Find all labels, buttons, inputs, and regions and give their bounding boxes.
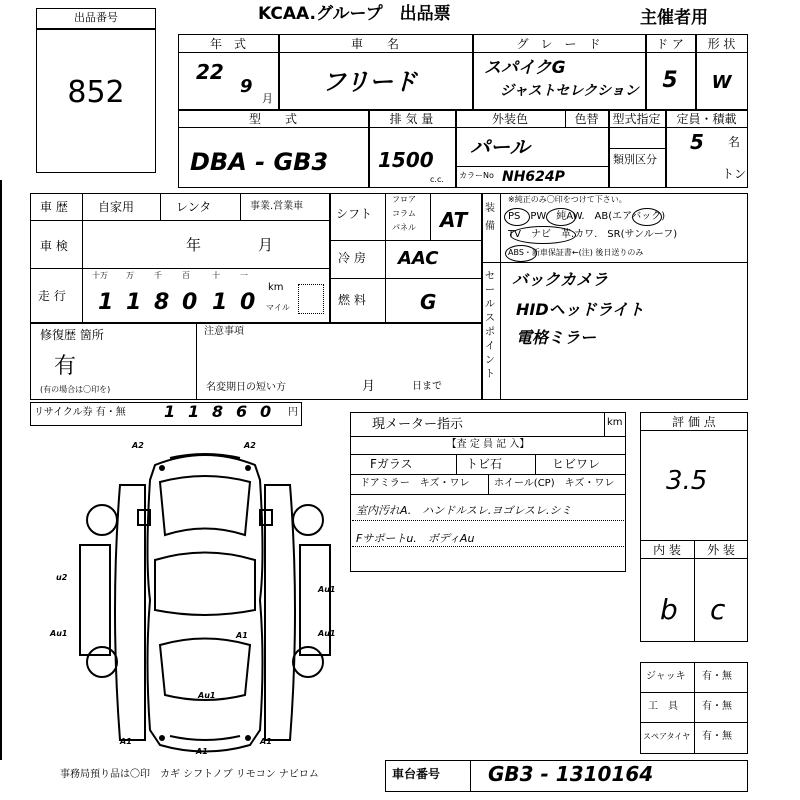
damage-mark: A1 [196, 747, 208, 756]
cc-unit: c.c. [430, 175, 444, 184]
mileage-digit: 0 [182, 290, 198, 315]
digit-label: 十 [212, 271, 220, 280]
repair-history-label: 修復歴 箇所 [40, 328, 104, 342]
keys-note: 事務局預り品は〇印 カギ シフトノブ リモコン ナビロム [60, 769, 319, 780]
name-label: 車 名 [350, 37, 399, 51]
km-unit: km [268, 282, 284, 293]
mileage-digit: 0 [240, 290, 256, 315]
capacity-value: 5 [690, 130, 704, 154]
repair-history-note: (有の場合は〇印を) [40, 385, 111, 394]
interior-value: b [660, 593, 678, 626]
shift-floor: フロア [392, 195, 416, 204]
sales-point-3: 電格ミラー [516, 328, 597, 347]
type-designation-label: 型式指定 [612, 112, 661, 126]
damage-mark: A1 [120, 737, 132, 746]
damage-mark: A1 [236, 631, 248, 640]
business-use-option: 事業.営業車 [250, 201, 304, 212]
shape-value: W [711, 72, 732, 93]
model-value: DBA - GB3 [190, 148, 329, 176]
circle-ab [632, 208, 662, 226]
equipment-note: ※純正のみ〇印をつけて下さい。 [508, 195, 627, 204]
mile-unit: マイル [266, 303, 290, 312]
chassis-number-value: GB3 - 1310164 [488, 762, 654, 786]
inspector-note-2: Fサポートu. ボディAu [356, 532, 475, 545]
shift-value: AT [440, 208, 468, 232]
year-value: 22 [196, 60, 224, 84]
recycle-label: リサイクル券 有・無 [34, 407, 126, 418]
lot-number-label: 出品番号 [74, 11, 118, 24]
grade-line-2: ジャストセレクション [500, 83, 639, 99]
damage-mark: A2 [132, 441, 144, 450]
circle-ps [504, 208, 530, 226]
equipment-line-3: ABS・新車保証書←(注) 後日送りのみ [508, 248, 644, 257]
ton-unit: トン [722, 167, 747, 181]
fuel-label: 燃 料 [338, 293, 366, 307]
name-change-day: 日まで [412, 381, 442, 392]
fuel-value: G [420, 290, 437, 314]
jack-label: ジャッキ [646, 671, 686, 682]
tools-label: 工 具 [648, 701, 678, 712]
name-change-label: 名変期日の短い方 [206, 382, 286, 393]
sales-point-1: バックカメラ [512, 270, 609, 289]
equipment-label: 装備 [485, 203, 495, 232]
stone-chip-label: トビ石 [466, 457, 503, 471]
color-no-value: NH624P [502, 169, 565, 185]
shift-label: シフト [336, 207, 373, 221]
shape-label: 形 状 [707, 37, 736, 51]
capacity-label: 定員・積載 [676, 112, 737, 126]
inspection-label: 車 検 [40, 239, 68, 253]
mileage-digit: 8 [154, 290, 170, 315]
equipment-line-1: PS PW 純AW. AB(エアバック) [508, 211, 666, 222]
digit-label: 一 [240, 271, 248, 280]
left-edge-line [0, 180, 2, 760]
capacity-unit: 名 [728, 135, 741, 149]
meter-label: 現メーター指示 [372, 417, 464, 432]
interior-label: 内 装 [653, 543, 681, 557]
repaint-label: 色替 [574, 112, 599, 126]
recycle-digit: 0 [260, 402, 272, 421]
exterior-value: c [710, 593, 726, 626]
doors-label: ド ア [656, 37, 684, 51]
circle-tv-navi [510, 226, 576, 244]
organizer-label: 主催者用 [640, 8, 708, 28]
damage-mark: Au1 [318, 585, 336, 594]
ac-label: 冷 房 [338, 251, 366, 265]
name-change-month: 月 [362, 379, 376, 394]
month-unit: 月 [262, 92, 273, 105]
private-use-option: 自家用 [98, 200, 135, 214]
wheel-label: ホイール(CP) キズ・ワレ [494, 478, 615, 489]
exterior-label: 外 装 [707, 543, 735, 557]
recycle-digit: 6 [236, 402, 248, 421]
rental-option: レンタ [176, 200, 212, 214]
repair-history-value: 有 [54, 354, 77, 379]
car-damage-diagram [60, 440, 350, 760]
circle-pw [546, 208, 576, 226]
recycle-digit: 8 [212, 402, 224, 421]
damage-mark: A1 [260, 737, 272, 746]
exterior-color-label: 外装色 [491, 112, 528, 126]
score-value: 3.5 [666, 466, 708, 496]
car-name-value: フリード [322, 68, 418, 96]
mileage-digit: 1 [212, 290, 228, 315]
recycle-digit: 1 [188, 402, 200, 421]
shift-panel: パネル [392, 223, 416, 232]
year-label: 年 式 [209, 37, 246, 51]
damage-mark: Au1 [50, 629, 68, 638]
doors-value: 5 [662, 68, 678, 93]
score-label: 評 価 点 [672, 415, 716, 429]
damage-mark: u2 [56, 573, 68, 582]
shift-column: コラム [392, 209, 416, 218]
model-label: 型 式 [248, 112, 297, 126]
crack-label: ヒビワレ [552, 457, 601, 471]
inspector-section-label: 【査 定 員 記 入】 [446, 439, 530, 450]
notes-label: 注意事項 [204, 326, 244, 337]
damage-mark: Au1 [198, 691, 216, 700]
recycle-unit: 円 [288, 407, 298, 418]
history-label: 車 歴 [40, 200, 68, 214]
grade-label: グ レ ー ド [516, 37, 601, 51]
inspection-year: 年 [186, 236, 202, 254]
mile-checkbox [298, 284, 324, 314]
displacement-value: 1500 [378, 148, 434, 172]
exterior-color-value: パール [470, 135, 530, 159]
ac-value: AAC [398, 248, 439, 269]
damage-mark: A2 [244, 441, 256, 450]
equipment-line-2: TV ナビ 革.カワ. SR(サンルーフ) [508, 229, 678, 240]
damage-mark: Au1 [318, 629, 336, 638]
category-label: 類別区分 [613, 153, 657, 166]
circle-abs [505, 245, 537, 262]
recycle-digit: 1 [164, 402, 176, 421]
color-no-label: カラーNo [459, 171, 494, 180]
mileage-digit: 1 [98, 290, 114, 315]
mileage-label: 走 行 [38, 289, 66, 303]
jack-yes-no: 有・無 [702, 671, 732, 682]
sales-point-2: HIDヘッドライト [516, 300, 645, 319]
digit-label: 千 [154, 271, 162, 280]
door-mirror-label: ドアミラー キズ・ワレ [360, 478, 470, 489]
windshield-label: Fガラス [370, 457, 413, 471]
month-value: 9 [240, 76, 253, 97]
tools-yes-no: 有・無 [702, 701, 732, 712]
sales-point-label: セールスポイント [485, 271, 495, 380]
spare-tire-yes-no: 有・無 [702, 731, 732, 742]
digit-label: 万 [126, 271, 134, 280]
grade-line-1: スパイクG [484, 58, 566, 78]
meter-km-unit: km [607, 417, 623, 428]
digit-label: 百 [182, 271, 190, 280]
mileage-digit: 1 [126, 290, 142, 315]
form-title: KCAA.グループ 出品票 [258, 4, 451, 24]
digit-label: 十万 [92, 271, 108, 280]
inspector-note-1: 室内汚れA. ハンドルスレ.ヨゴレスレ.シミ [356, 504, 572, 517]
spare-tire-label: スペアタイヤ [643, 732, 691, 741]
chassis-number-label: 車台番号 [392, 767, 441, 781]
displacement-label: 排 気 量 [389, 112, 434, 126]
lot-number-value: 852 [67, 75, 125, 110]
inspection-month: 月 [258, 236, 274, 254]
